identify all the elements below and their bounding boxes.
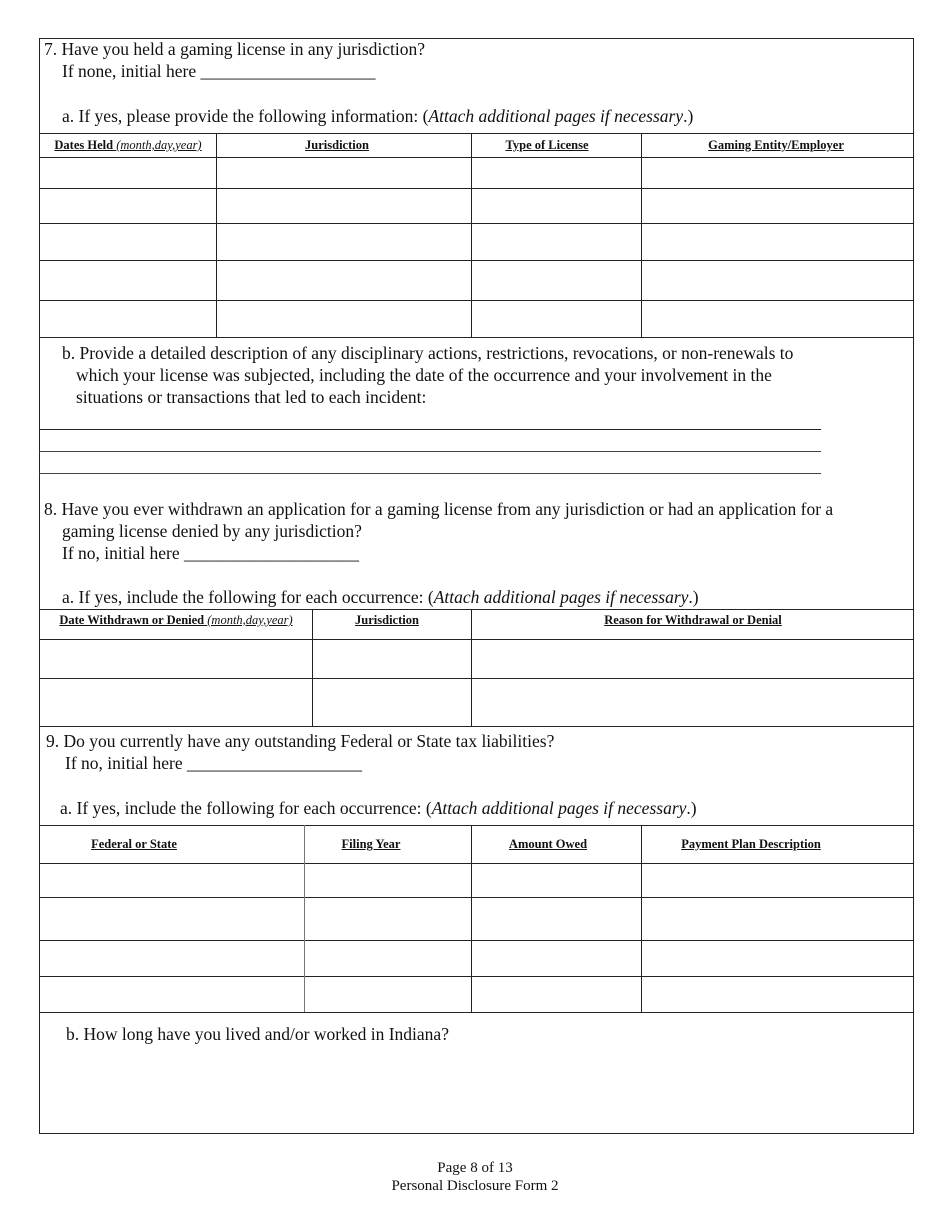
q7-table-col-divider	[641, 133, 642, 337]
q8-cell-date[interactable]	[41, 680, 311, 725]
q7-cell-jurisdiction[interactable]	[218, 302, 470, 336]
q9-cell-payment-plan[interactable]	[643, 899, 913, 939]
q9-initial-field[interactable]: ____________________	[186, 753, 362, 773]
q8-header-jurisdiction: Jurisdiction	[355, 613, 419, 627]
q8a-instruction: a. If yes, include the following for each occurrence: (Attach additional pages if necessary.)	[62, 587, 699, 607]
q9-cell-federal-or-state[interactable]	[41, 978, 303, 1011]
q8-initial-field[interactable]: ____________________	[183, 543, 359, 563]
q9-table-header-border	[39, 863, 914, 864]
q7-table-col-divider	[471, 133, 472, 337]
q9-table-col-divider	[471, 825, 472, 1012]
q7-table-row-border	[39, 223, 914, 224]
q7-cell-type-of-license[interactable]	[473, 190, 640, 222]
q9-cell-filing-year[interactable]	[306, 865, 470, 896]
q8-table-col-divider	[471, 609, 472, 726]
q7-cell-jurisdiction[interactable]	[218, 190, 470, 222]
q9-initial-row	[65, 752, 362, 774]
q9-header-payment-plan: Payment Plan Description	[681, 837, 821, 851]
q7-table-row-border	[39, 188, 914, 189]
q8-cell-date[interactable]	[41, 641, 311, 677]
q9-cell-payment-plan[interactable]	[643, 865, 913, 896]
q7-cell-dates-held[interactable]	[41, 225, 215, 259]
q8-question-line-2: gaming license denied by any jurisdiction?	[62, 521, 362, 541]
q7-cell-gaming-entity[interactable]	[643, 302, 913, 336]
q7b-answer-line[interactable]	[39, 451, 821, 452]
q9-cell-amount-owed[interactable]	[473, 865, 640, 896]
q7-question: 7. Have you held a gaming license in any jurisdiction?	[44, 39, 426, 59]
q7-cell-gaming-entity[interactable]	[643, 262, 913, 299]
q9b-answer-area[interactable]	[60, 1050, 900, 1128]
q7-header-dates-held: Dates Held (month,day,year)	[54, 138, 202, 152]
q9-cell-federal-or-state[interactable]	[41, 899, 303, 939]
q8-header-reason: Reason for Withdrawal or Denial	[604, 613, 782, 627]
q7-cell-jurisdiction[interactable]	[218, 262, 470, 299]
q7-cell-type-of-license[interactable]	[473, 262, 640, 299]
q9-cell-filing-year[interactable]	[306, 978, 470, 1011]
q7-cell-jurisdiction[interactable]	[218, 159, 470, 187]
q7-cell-jurisdiction[interactable]	[218, 225, 470, 259]
q7-table-bottom-border	[39, 337, 914, 338]
q7-cell-dates-held[interactable]	[41, 302, 215, 336]
q9-cell-payment-plan[interactable]	[643, 942, 913, 975]
q9-table-row-border	[39, 897, 914, 898]
q9-table-col-divider	[304, 825, 305, 1012]
q8-initial-row	[62, 542, 359, 564]
q9-table-top-border	[39, 825, 914, 826]
q8-table-bottom-border	[39, 726, 914, 727]
q9-cell-amount-owed[interactable]	[473, 978, 640, 1011]
q9-cell-amount-owed[interactable]	[473, 899, 640, 939]
q9-table-bottom-border	[39, 1012, 914, 1013]
q7-initial-field[interactable]: ____________________	[200, 61, 376, 81]
q9-cell-federal-or-state[interactable]	[41, 865, 303, 896]
q8-header-date-withdrawn: Date Withdrawn or Denied (month,day,year)	[59, 613, 293, 627]
q7-cell-dates-held[interactable]	[41, 262, 215, 299]
q7-header-jurisdiction: Jurisdiction	[305, 138, 369, 152]
q7-initial-row	[62, 60, 376, 82]
q7-header-type-of-license: Type of License	[505, 138, 589, 152]
q7-cell-type-of-license[interactable]	[473, 159, 640, 187]
q9-header-federal-or-state: Federal or State	[91, 837, 177, 851]
q7a-instruction: a. If yes, please provide the following information: (Attach additional pages if necessary.)	[62, 106, 694, 126]
footer-page-number: Page 8 of 13	[437, 1160, 513, 1176]
q9-cell-federal-or-state[interactable]	[41, 942, 303, 975]
q7-table-top-border	[39, 133, 914, 134]
q7-cell-gaming-entity[interactable]	[643, 190, 913, 222]
q7-table-row-border	[39, 260, 914, 261]
q7-cell-dates-held[interactable]	[41, 190, 215, 222]
q7b-line-2: which your license was subjected, including the date of the occurrence and your involvement in the	[76, 365, 772, 385]
q9-cell-amount-owed[interactable]	[473, 942, 640, 975]
q8-cell-jurisdiction[interactable]	[314, 680, 470, 725]
q7-table-col-divider	[216, 133, 217, 337]
q8-table-top-border	[39, 609, 914, 610]
q9-question: 9. Do you currently have any outstanding Federal or State tax liabilities?	[46, 731, 555, 751]
q8-cell-jurisdiction[interactable]	[314, 641, 470, 677]
q7-table-row-border	[39, 300, 914, 301]
q8-cell-reason[interactable]	[473, 680, 913, 725]
q9-table-col-divider	[641, 825, 642, 1012]
q7-cell-type-of-license[interactable]	[473, 225, 640, 259]
q8-table-col-divider	[312, 609, 313, 726]
q7-cell-dates-held[interactable]	[41, 159, 215, 187]
q7b-answer-line[interactable]	[39, 429, 821, 430]
q7-table-header-border	[39, 157, 914, 158]
q9-header-amount-owed: Amount Owed	[508, 837, 588, 851]
q9-initial-label: If no, initial here	[65, 753, 183, 773]
q8-table-row-border	[39, 678, 914, 679]
q9b-question: b. How long have you lived and/or worked in Indiana?	[66, 1024, 449, 1044]
q9-table-row-border	[39, 976, 914, 977]
q9a-instruction: a. If yes, include the following for each occurrence: (Attach additional pages if necessary.)	[60, 798, 697, 818]
q7-initial-label: If none, initial here	[62, 61, 197, 81]
q8-cell-reason[interactable]	[473, 641, 913, 677]
q7b-line-3: situations or transactions that led to each incident:	[76, 387, 427, 407]
q9-table-row-border	[39, 940, 914, 941]
q9-cell-payment-plan[interactable]	[643, 978, 913, 1011]
footer-form-name: Personal Disclosure Form 2	[391, 1178, 559, 1194]
q8-table-header-border	[39, 639, 914, 640]
q9-cell-filing-year[interactable]	[306, 899, 470, 939]
q7-cell-type-of-license[interactable]	[473, 302, 640, 336]
q8-question-line-1: 8. Have you ever withdrawn an application for a gaming license from any jurisdiction or had an application for a	[44, 499, 834, 519]
q9-cell-filing-year[interactable]	[306, 942, 470, 975]
q7-header-gaming-entity: Gaming Entity/Employer	[708, 138, 844, 152]
q9-header-filing-year: Filing Year	[341, 837, 401, 851]
q7b-answer-line[interactable]	[39, 473, 821, 474]
q7b-line-1: b. Provide a detailed description of any disciplinary actions, restrictions, revocations, or non-renewals to	[62, 343, 794, 363]
q7-cell-gaming-entity[interactable]	[643, 159, 913, 187]
q8-initial-label: If no, initial here	[62, 543, 180, 563]
q7-cell-gaming-entity[interactable]	[643, 225, 913, 259]
